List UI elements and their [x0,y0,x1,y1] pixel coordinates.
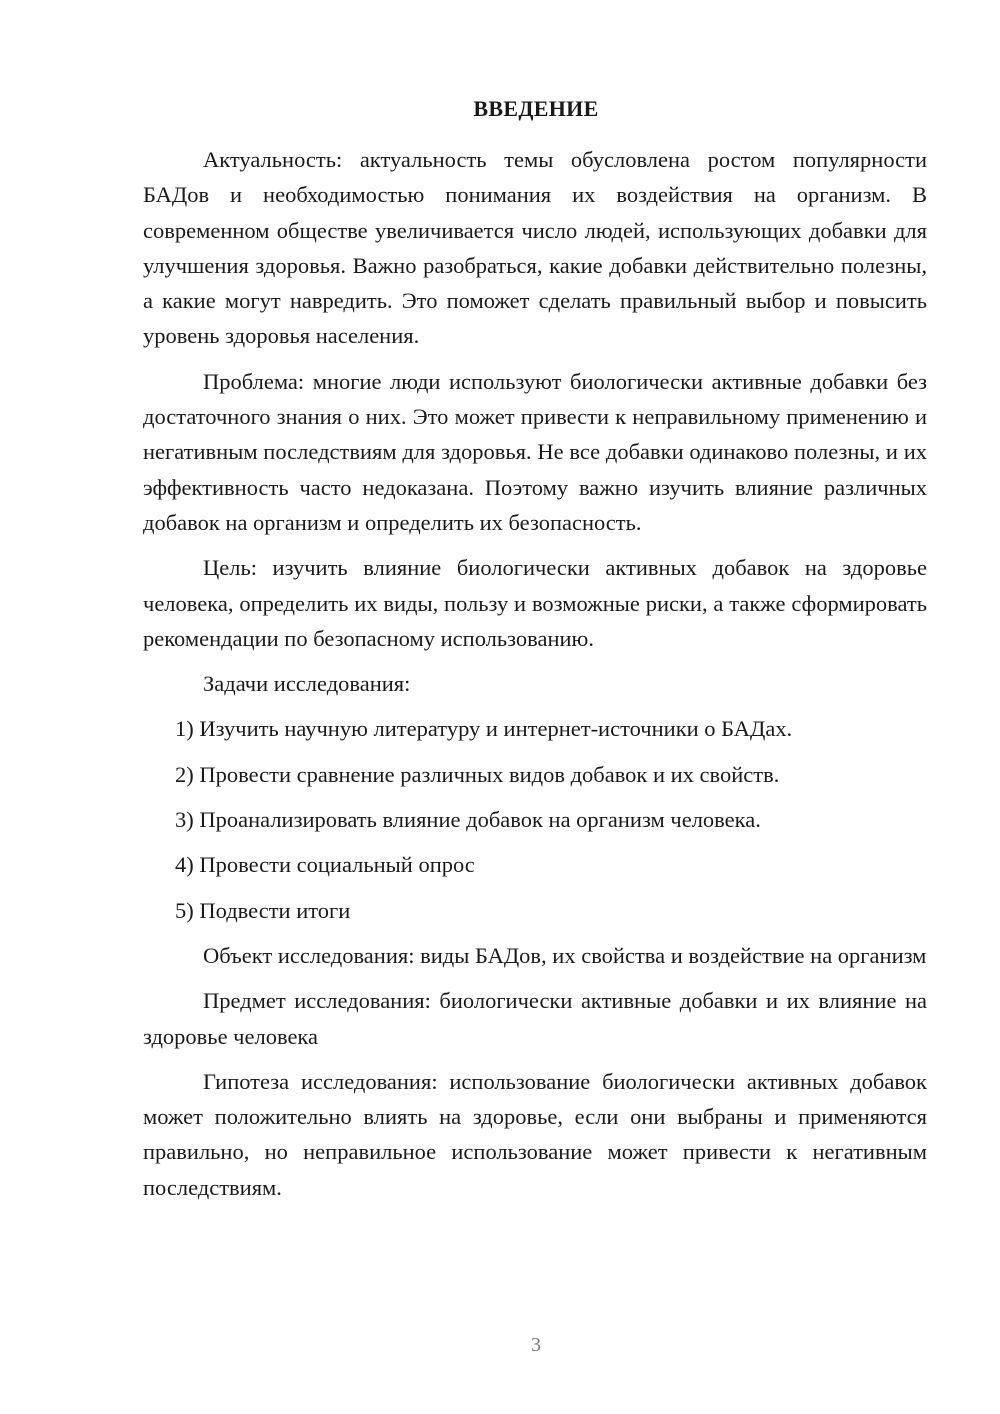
goal-paragraph: Цель: изучить влияние биологически активных добавок на здоровье человека, определить их виды, пользу и возможные риски, а также сформировать рекомендации по безопасному использованию. [143,555,927,651]
tasks-title: Задачи исследования: [203,671,411,697]
list-item: 5) Подвести итоги [175,897,351,923]
hypothesis-paragraph: Гипотеза исследования: использование биологически активных добавок может положительно влиять на здоровье, если они выбраны и применяются правильно, но неправильное использование может привести к негативным последствиям. [143,1068,927,1200]
object-paragraph: Объект исследования: виды БАДов, их свойства и воздействие на организм [203,942,927,968]
section-heading: ВВЕДЕНИЕ [473,96,599,121]
task-list [143,711,927,927]
document-body [143,142,927,1205]
problem-paragraph: Проблема: многие люди используют биологически активные добавки без достаточного знания о них. Это может привести к неправильному применению и негативным последствиям для здоровья. Не все добавки одинаково полезны, и их эффективность часто недоказана. Поэтому важно изучить влияние различных добавок на организм и определить их безопасность. [143,368,927,535]
page-number: 3 [531,1334,541,1356]
list-item: 1) Изучить научную литературу и интернет-источники о БАДах. [175,716,793,742]
list-item: 2) Провести сравнение различных видов добавок и их свойств. [175,761,780,787]
subject-paragraph: Предмет исследования: биологически активные добавки и их влияние на здоровье человека [143,988,927,1049]
relevance-paragraph: Актуальность: актуальность темы обусловлена ростом популярности БАДов и необходимостью понимания их воздействия на организм. В современном обществе увеличивается число людей, использующих добавки для улучшения здоровья. Важно разобраться, какие добавки действительно полезны, а какие могут навредить. Это поможет сделать правильный выбор и повысить уровень здоровья населения. [143,147,927,349]
list-item: 3) Проанализировать влияние добавок на организм человека. [175,807,761,833]
list-item: 4) Провести социальный опрос [175,852,475,878]
